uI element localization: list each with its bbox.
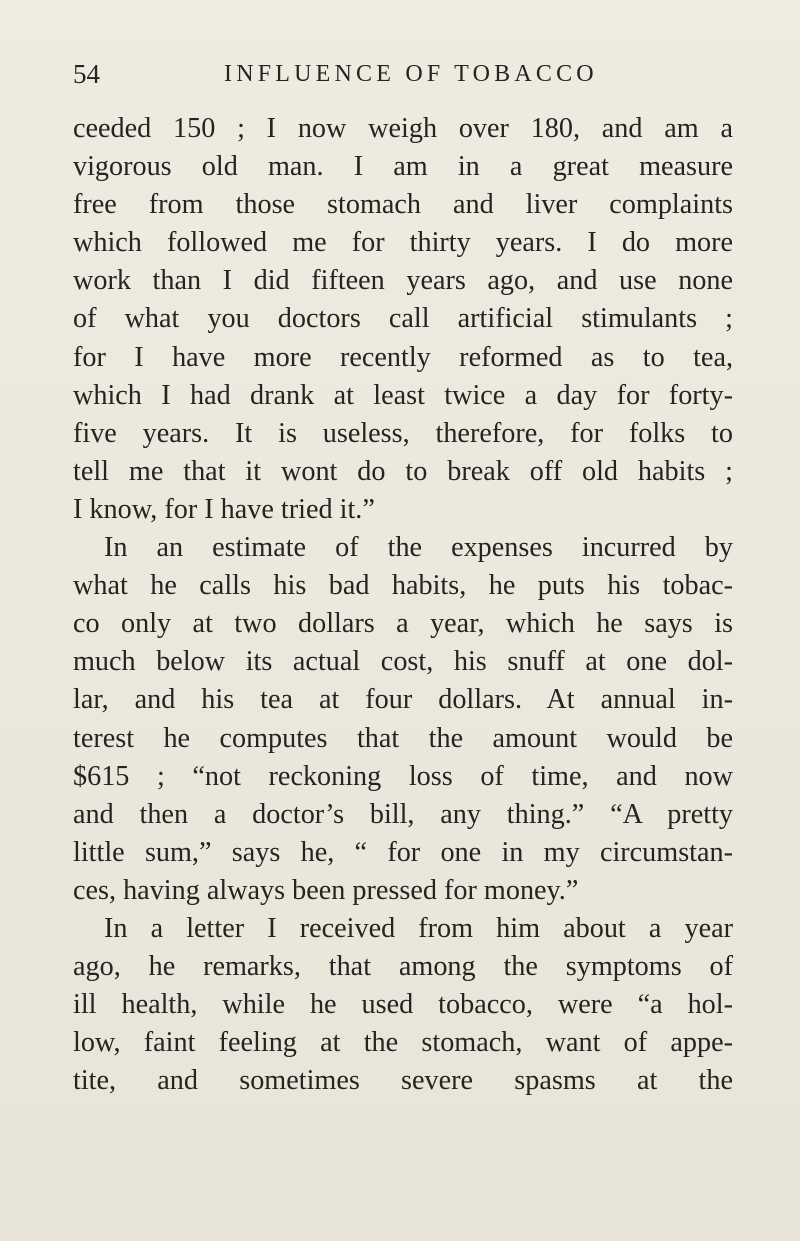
text-line: tell me that it wont do to break off old habits ; — [73, 455, 733, 487]
text-line: and then a doctor’s bill, any thing.” “A pretty — [73, 798, 733, 830]
text-line: ill health, while he used tobacco, were “a hol- — [73, 989, 733, 1021]
text-line: ceeded 150 ; I now weigh over 180, and am a — [73, 113, 733, 144]
text-line: ago, he remarks, that among the symptoms of — [73, 951, 733, 983]
text-line: I know, for I have tried it.” — [73, 493, 375, 525]
text-line: much below its actual cost, his snuff at one dol- — [73, 646, 733, 678]
paragraph-start-line: In an estimate of the expenses incurred by — [104, 532, 733, 564]
text-line: co only at two dollars a year, which he says is — [73, 608, 733, 640]
text-line: terest he computes that the amount would be — [73, 722, 733, 754]
text-line: $615 ; “not reckoning loss of time, and now — [73, 760, 733, 792]
paragraph-start-line: In a letter I received from him about a year — [104, 912, 733, 944]
text-line: free from those stomach and liver complaints — [73, 189, 733, 221]
body-text — [73, 110, 733, 1100]
text-line: little sum,” says he, “ for one in my circumstan- — [73, 836, 733, 868]
text-line: which I had drank at least twice a day for forty- — [73, 379, 733, 411]
text-line: ces, having always been pressed for money.” — [73, 874, 579, 906]
text-line: which followed me for thirty years. I do more — [73, 227, 733, 259]
text-line: of what you doctors call artificial stimulants ; — [73, 303, 733, 335]
text-line: work than I did fifteen years ago, and use none — [73, 265, 733, 297]
text-line: lar, and his tea at four dollars. At annual in- — [73, 684, 733, 716]
page-number: 54 — [73, 59, 100, 89]
text-line: what he calls his bad habits, he puts his tobac- — [73, 570, 733, 602]
text-line: five years. It is useless, therefore, for folks to — [73, 417, 733, 449]
running-head: INFLUENCE OF TOBACCO — [224, 61, 598, 87]
text-line: for I have more recently reformed as to tea, — [73, 341, 733, 373]
text-line: low, faint feeling at the stomach, want of appe- — [73, 1027, 733, 1059]
page-header — [73, 57, 733, 91]
text-line: vigorous old man. I am in a great measure — [73, 151, 733, 183]
text-line: tite, and sometimes severe spasms at the — [73, 1065, 733, 1097]
